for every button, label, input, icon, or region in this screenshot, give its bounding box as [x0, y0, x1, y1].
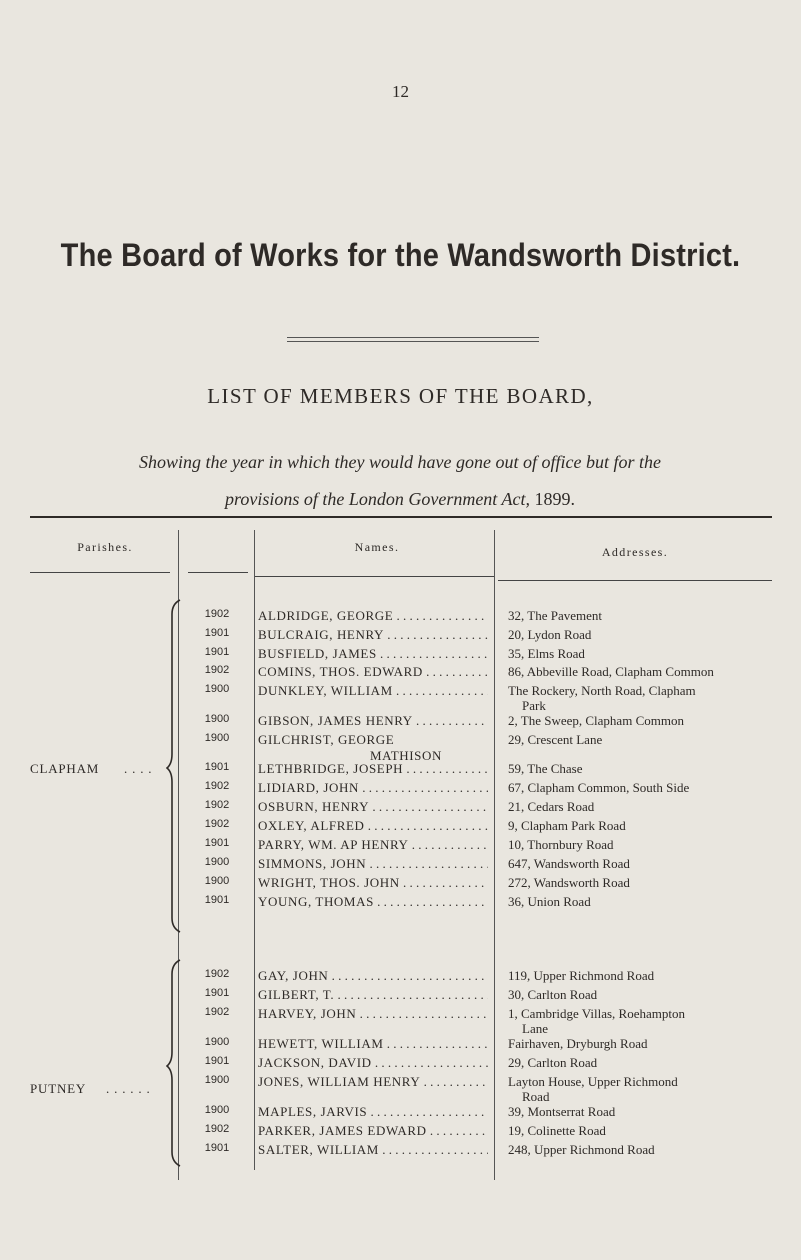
member-address [508, 664, 793, 679]
member-address-line: 21, Cedars Road [508, 799, 595, 814]
header-names: Names. [354, 540, 400, 554]
column-divider-year [254, 530, 255, 1170]
member-name: BUSFIELD, JAMES . . . [258, 646, 488, 662]
member-address [508, 856, 793, 871]
member-name: HARVEY, JOHN . . . [258, 1006, 488, 1022]
member-address-line: Fairhaven, Dryburgh Road [508, 1036, 648, 1051]
member-address-line: 248, Upper Richmond Road [508, 1142, 655, 1157]
column-divider-name [494, 530, 495, 1180]
member-address [508, 1036, 793, 1051]
member-year: 1901 [204, 627, 230, 639]
member-name: WRIGHT, THOS. JOHN . . . [258, 875, 488, 891]
member-address [508, 1055, 793, 1070]
member-address-line: 272, Wandsworth Road [508, 875, 630, 890]
member-year: 1900 [204, 856, 230, 868]
member-name: LIDIARD, JOHN . . . [258, 780, 488, 796]
member-address [508, 818, 793, 833]
member-year: 1902 [204, 608, 230, 620]
putney-brace [166, 958, 182, 1168]
member-year: 1901 [204, 987, 230, 999]
member-address [508, 780, 793, 795]
member-year: 1901 [204, 837, 230, 849]
description-line-1: Showing the year in which they would have gone out of office but for the [139, 452, 661, 472]
header-underline-addresses [498, 580, 772, 581]
member-address [508, 987, 793, 1002]
member-year: 1901 [204, 646, 230, 658]
member-name: SALTER, WILLIAM . . . [258, 1142, 488, 1158]
member-name: YOUNG, THOMAS . . . [258, 894, 488, 910]
member-name: COMINS, THOS. EDWARD . . . [258, 664, 488, 680]
member-address-continued: Park [522, 698, 546, 713]
member-name: GILBERT, T. . . . [258, 987, 488, 1003]
parish-label-clapham: CLAPHAM [30, 761, 100, 776]
page-number: 12 [392, 82, 409, 101]
table-top-rule [30, 516, 772, 518]
member-name: JACKSON, DAVID . . . [258, 1055, 488, 1071]
member-year: 1902 [204, 968, 230, 980]
member-name: PARRY, WM. AP HENRY . . . [258, 837, 488, 853]
member-address [508, 799, 793, 814]
member-address [508, 713, 793, 728]
member-name: GAY, JOHN . . . [258, 968, 488, 984]
member-address-line: 36, Union Road [508, 894, 591, 909]
member-year: 1901 [204, 1055, 230, 1067]
member-address-line: 119, Upper Richmond Road [508, 968, 655, 983]
parish-label-dots-clapham: . . . . [124, 761, 153, 776]
member-address-line: 10, Thornbury Road [508, 837, 614, 852]
member-address [508, 732, 793, 747]
header-parishes: Parishes. [77, 540, 133, 554]
member-address [508, 894, 793, 909]
member-address-line: Layton House, Upper Richmond [508, 1074, 678, 1089]
member-address-line: 32, The Pavement [508, 608, 602, 623]
member-year: 1900 [204, 1104, 230, 1116]
member-year: 1901 [204, 761, 230, 773]
parish-label-dots-putney: . . . . . . [106, 1081, 151, 1096]
member-year: 1901 [204, 1142, 230, 1154]
member-year: 1902 [204, 1006, 230, 1018]
header-underline-names [254, 576, 494, 577]
header-underline-years [188, 572, 248, 573]
member-year: 1900 [204, 1036, 230, 1048]
member-address-line: 67, Clapham Common, South Side [508, 780, 690, 795]
member-address-line: 39, Montserrat Road [508, 1104, 616, 1119]
member-address-line: 19, Colinette Road [508, 1123, 606, 1138]
member-address [508, 1104, 793, 1119]
member-name: ALDRIDGE, GEORGE . . . [258, 608, 488, 624]
member-year: 1900 [204, 1074, 230, 1086]
member-year: 1900 [204, 683, 230, 695]
list-description [50, 444, 750, 518]
member-address [508, 646, 793, 661]
member-year: 1902 [204, 664, 230, 676]
member-address-line: 29, Crescent Lane [508, 732, 603, 747]
member-name: MAPLES, JARVIS . . . [258, 1104, 488, 1120]
member-address-continued: Road [522, 1089, 550, 1104]
member-year: 1900 [204, 732, 230, 744]
member-address [508, 875, 793, 890]
member-year: 1902 [204, 780, 230, 792]
title-divider [287, 337, 539, 342]
member-name: HEWETT, WILLIAM . . . [258, 1036, 488, 1052]
member-year: 1902 [204, 799, 230, 811]
header-underline-parishes [30, 572, 170, 573]
clapham-brace [166, 598, 182, 934]
member-address-continued: Lane [522, 1021, 548, 1036]
member-address [508, 968, 793, 983]
member-address-line: 9, Clapham Park Road [508, 818, 626, 833]
member-address-line: 647, Wandsworth Road [508, 856, 630, 871]
member-address-line: 20, Lydon Road [508, 627, 592, 642]
parish-label-putney: PUTNEY [30, 1081, 87, 1096]
member-year: 1900 [204, 713, 230, 725]
member-year: 1900 [204, 875, 230, 887]
member-address [508, 608, 793, 623]
member-name: DUNKLEY, WILLIAM . . . [258, 683, 488, 699]
member-name: LETHBRIDGE, JOSEPH . . . [258, 761, 488, 777]
member-address-line: The Rockery, North Road, Clapham [508, 683, 696, 698]
member-address-line: 86, Abbeville Road, Clapham Common [508, 664, 714, 679]
list-heading: LIST OF MEMBERS OF THE BOARD, [207, 384, 594, 408]
member-name: GILCHRIST, GEORGE [258, 732, 395, 747]
member-name-continued: MATHISON [370, 748, 442, 763]
member-year: 1901 [204, 894, 230, 906]
member-name: BULCRAIG, HENRY . . . [258, 627, 488, 643]
member-address [508, 837, 793, 852]
description-line-2a: provisions of the London Government Act, [225, 489, 530, 509]
member-address [508, 1006, 793, 1036]
member-address-line: 2, The Sweep, Clapham Common [508, 713, 684, 728]
page-title: The Board of Works for the Wandsworth District. [60, 238, 741, 274]
member-address [508, 761, 793, 776]
member-address-line: 59, The Chase [508, 761, 583, 776]
member-name: OSBURN, HENRY . . . [258, 799, 488, 815]
member-address-line: 29, Carlton Road [508, 1055, 598, 1070]
member-year: 1902 [204, 818, 230, 830]
member-address [508, 1123, 793, 1138]
member-address [508, 683, 793, 713]
member-address-line: 1, Cambridge Villas, Roehampton [508, 1006, 685, 1021]
member-name: GIBSON, JAMES HENRY . . . [258, 713, 488, 729]
member-address [508, 627, 793, 642]
header-addresses: Addresses. [601, 545, 669, 559]
member-address-line: 30, Carlton Road [508, 987, 598, 1002]
member-address-line: 35, Elms Road [508, 646, 585, 661]
member-name: OXLEY, ALFRED . . . [258, 818, 488, 834]
member-address [508, 1142, 793, 1157]
member-name: SIMMONS, JOHN . . . [258, 856, 488, 872]
member-name: PARKER, JAMES EDWARD . . . [258, 1123, 488, 1139]
member-year: 1902 [204, 1123, 230, 1135]
member-name: JONES, WILLIAM HENRY . . . [258, 1074, 488, 1090]
member-address [508, 1074, 793, 1104]
description-year: 1899. [534, 489, 575, 509]
